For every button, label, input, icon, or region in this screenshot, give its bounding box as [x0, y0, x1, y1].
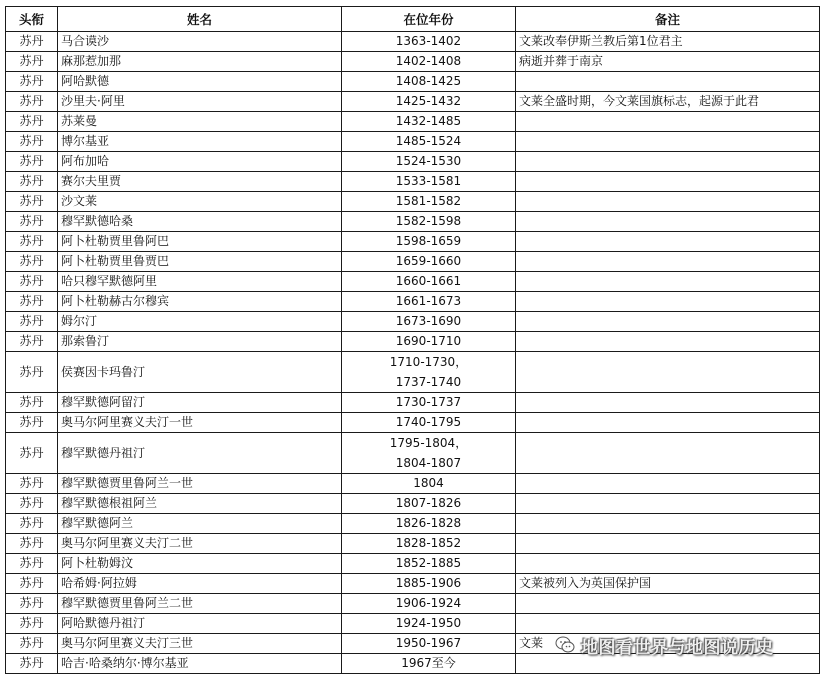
- years-cell: 1826-1828: [342, 514, 516, 534]
- name-cell: 奥马尔阿里赛义夫汀二世: [58, 534, 342, 554]
- years-cell: 1924-1950: [342, 614, 516, 634]
- years-line: 1710-1730，: [389, 355, 468, 369]
- years-cell: 1402-1408: [342, 52, 516, 72]
- table-row: [6, 112, 820, 132]
- note-cell: [516, 474, 820, 494]
- title-cell: 苏丹: [6, 172, 58, 192]
- title-cell: 苏丹: [6, 252, 58, 272]
- years-line: 1804-1807: [395, 456, 462, 470]
- name-cell: 奥马尔阿里赛义夫汀一世: [58, 413, 342, 433]
- name-cell: 阿哈默德: [58, 72, 342, 92]
- years-cell: 1852-1885: [342, 554, 516, 574]
- table-row: [6, 352, 820, 393]
- name-cell: 穆罕默德贾里鲁阿兰一世: [58, 474, 342, 494]
- title-cell: 苏丹: [6, 494, 58, 514]
- years-cell: 1582-1598: [342, 212, 516, 232]
- title-cell: 苏丹: [6, 192, 58, 212]
- name-cell: 阿卜杜勒赫古尔穆宾: [58, 292, 342, 312]
- table-row: [6, 594, 820, 614]
- title-cell: 苏丹: [6, 152, 58, 172]
- note-cell: [516, 352, 820, 393]
- title-cell: 苏丹: [6, 574, 58, 594]
- name-cell: 阿哈默德丹祖汀: [58, 614, 342, 634]
- table-row: [6, 152, 820, 172]
- note-cell: [516, 514, 820, 534]
- note-cell: [516, 172, 820, 192]
- title-cell: 苏丹: [6, 352, 58, 393]
- table-row: [6, 92, 820, 112]
- header-name: 姓名: [58, 7, 342, 32]
- note-cell: [516, 152, 820, 172]
- note-cell: [516, 534, 820, 554]
- title-cell: 苏丹: [6, 232, 58, 252]
- title-cell: 苏丹: [6, 614, 58, 634]
- table-row: [6, 614, 820, 634]
- name-cell: 麻那惹加那: [58, 52, 342, 72]
- table-row: [6, 32, 820, 52]
- years-cell: 1661-1673: [342, 292, 516, 312]
- title-cell: 苏丹: [6, 433, 58, 474]
- years-cell: 1581-1582: [342, 192, 516, 212]
- table-row: [6, 514, 820, 534]
- name-cell: 赛尔夫里贾: [58, 172, 342, 192]
- title-cell: 苏丹: [6, 474, 58, 494]
- years-cell: 1690-1710: [342, 332, 516, 352]
- name-cell: 阿卜杜勒贾里鲁阿巴: [58, 232, 342, 252]
- table-row: [6, 272, 820, 292]
- header-title: 头衔: [6, 7, 58, 32]
- table-row: [6, 574, 820, 594]
- title-cell: 苏丹: [6, 72, 58, 92]
- note-cell: [516, 654, 820, 674]
- note-cell: [516, 433, 820, 474]
- name-cell: 马合谟沙: [58, 32, 342, 52]
- table-row: [6, 312, 820, 332]
- table-row: [6, 252, 820, 272]
- note-cell: [516, 192, 820, 212]
- years-cell: 1885-1906: [342, 574, 516, 594]
- header-note: 备注: [516, 7, 820, 32]
- note-cell: [516, 232, 820, 252]
- table-row: [6, 192, 820, 212]
- years-cell: [342, 433, 516, 474]
- name-cell: 苏莱曼: [58, 112, 342, 132]
- note-cell: [516, 332, 820, 352]
- name-cell: 沙文莱: [58, 192, 342, 212]
- header-row: [6, 7, 820, 32]
- years-cell: 1660-1661: [342, 272, 516, 292]
- title-cell: 苏丹: [6, 332, 58, 352]
- note-cell: [516, 614, 820, 634]
- note-cell: [516, 132, 820, 152]
- name-cell: 阿布加哈: [58, 152, 342, 172]
- years-cell: 1363-1402: [342, 32, 516, 52]
- years-cell: 1673-1690: [342, 312, 516, 332]
- name-cell: 那索鲁汀: [58, 332, 342, 352]
- table-row: [6, 292, 820, 312]
- note-cell: [516, 594, 820, 614]
- years-line: 1737-1740: [395, 375, 462, 389]
- table-row: [6, 212, 820, 232]
- name-cell: 穆罕默德阿兰: [58, 514, 342, 534]
- title-cell: 苏丹: [6, 554, 58, 574]
- note-cell: 文莱改奉伊斯兰教后第1位君主: [516, 32, 820, 52]
- note-cell: [516, 494, 820, 514]
- note-cell: 文莱全盛时期，今文莱国旗标志，起源于此君: [516, 92, 820, 112]
- title-cell: 苏丹: [6, 32, 58, 52]
- table-row: [6, 72, 820, 92]
- title-cell: 苏丹: [6, 132, 58, 152]
- years-line: 1795-1804，: [389, 436, 468, 450]
- years-cell: 1408-1425: [342, 72, 516, 92]
- title-cell: 苏丹: [6, 272, 58, 292]
- table-row: [6, 433, 820, 474]
- note-cell: 病逝并葬于南京: [516, 52, 820, 72]
- name-cell: 姆尔汀: [58, 312, 342, 332]
- name-cell: 哈希姆·阿拉姆: [58, 574, 342, 594]
- title-cell: 苏丹: [6, 413, 58, 433]
- name-cell: 侯赛因卡玛鲁汀: [58, 352, 342, 393]
- table-row: [6, 494, 820, 514]
- title-cell: 苏丹: [6, 52, 58, 72]
- note-cell: [516, 554, 820, 574]
- years-cell: 1950-1967: [342, 634, 516, 654]
- note-cell: [516, 292, 820, 312]
- years-cell: 1807-1826: [342, 494, 516, 514]
- note-cell: [516, 112, 820, 132]
- note-cell: [516, 413, 820, 433]
- name-cell: 奥马尔阿里赛义夫汀三世: [58, 634, 342, 654]
- table-row: [6, 413, 820, 433]
- table-row: [6, 554, 820, 574]
- years-cell: 1967至今: [342, 654, 516, 674]
- note-cell: [516, 252, 820, 272]
- header-years: 在位年份: [342, 7, 516, 32]
- table-row: [6, 172, 820, 192]
- note-cell: 文莱: [516, 634, 820, 654]
- name-cell: 阿卜杜勒贾里鲁贾巴: [58, 252, 342, 272]
- years-cell: 1828-1852: [342, 534, 516, 554]
- name-cell: 穆罕默德哈桑: [58, 212, 342, 232]
- name-cell: 哈吉·哈桑纳尔·博尔基亚: [58, 654, 342, 674]
- title-cell: 苏丹: [6, 292, 58, 312]
- note-cell: [516, 272, 820, 292]
- years-cell: 1485-1524: [342, 132, 516, 152]
- name-cell: 穆罕默德贾里鲁阿兰二世: [58, 594, 342, 614]
- table-row: [6, 634, 820, 654]
- years-cell: 1598-1659: [342, 232, 516, 252]
- table-row: [6, 132, 820, 152]
- years-cell: 1804: [342, 474, 516, 494]
- watermark-text: 地图看世界与地图说历史: [581, 637, 774, 658]
- title-cell: 苏丹: [6, 212, 58, 232]
- title-cell: 苏丹: [6, 594, 58, 614]
- name-cell: 阿卜杜勒姆汶: [58, 554, 342, 574]
- table-row: [6, 52, 820, 72]
- title-cell: 苏丹: [6, 312, 58, 332]
- years-cell: 1524-1530: [342, 152, 516, 172]
- title-cell: 苏丹: [6, 112, 58, 132]
- table-row: [6, 232, 820, 252]
- table-row: [6, 654, 820, 674]
- table-row: [6, 393, 820, 413]
- years-cell: 1906-1924: [342, 594, 516, 614]
- years-cell: 1432-1485: [342, 112, 516, 132]
- table-row: [6, 534, 820, 554]
- note-cell: [516, 393, 820, 413]
- years-cell: 1659-1660: [342, 252, 516, 272]
- title-cell: 苏丹: [6, 92, 58, 112]
- note-cell: [516, 72, 820, 92]
- name-cell: 穆罕默德阿留汀: [58, 393, 342, 413]
- years-cell: [342, 352, 516, 393]
- title-cell: 苏丹: [6, 534, 58, 554]
- sultan-table: [5, 6, 820, 674]
- years-cell: 1740-1795: [342, 413, 516, 433]
- note-cell: 文莱被列入为英国保护国: [516, 574, 820, 594]
- title-cell: 苏丹: [6, 514, 58, 534]
- note-cell: [516, 312, 820, 332]
- title-cell: 苏丹: [6, 654, 58, 674]
- title-cell: 苏丹: [6, 634, 58, 654]
- years-cell: 1425-1432: [342, 92, 516, 112]
- years-cell: 1533-1581: [342, 172, 516, 192]
- years-cell: 1730-1737: [342, 393, 516, 413]
- name-cell: 穆罕默德根祖阿兰: [58, 494, 342, 514]
- name-cell: 博尔基亚: [58, 132, 342, 152]
- title-cell: 苏丹: [6, 393, 58, 413]
- table-row: [6, 474, 820, 494]
- note-cell: [516, 212, 820, 232]
- table-row: [6, 332, 820, 352]
- name-cell: 穆罕默德丹祖汀: [58, 433, 342, 474]
- name-cell: 沙里夫·阿里: [58, 92, 342, 112]
- name-cell: 哈只穆罕默德阿里: [58, 272, 342, 292]
